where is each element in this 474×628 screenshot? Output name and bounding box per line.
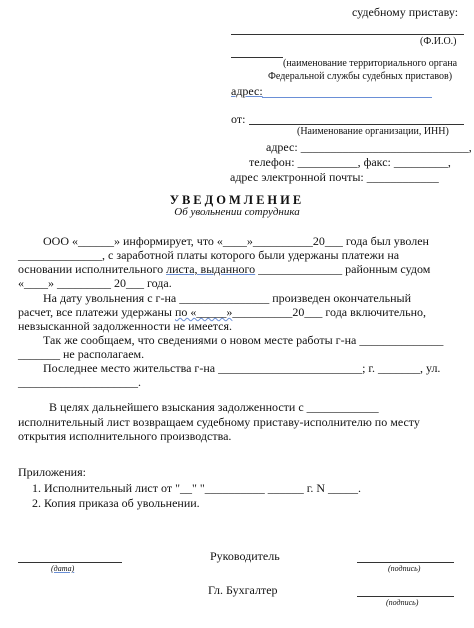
paragraph-5-line-1: В целях дальнейшего взыскания задолженности с ____________ <box>49 400 379 414</box>
sender-name-line <box>249 124 464 125</box>
paragraph-2-line-2: расчет, все платежи удержаны по «_____»__________20___ года включительно, <box>18 305 427 319</box>
attachment-item: 1. Исполнительный лист от "__" "__________ ______ г. N _____. <box>32 481 362 495</box>
document-title: УВЕДОМЛЕНИЕ <box>169 193 305 207</box>
paragraph-1-line-1: ООО «______» информирует, что «____»__________20___ года был уволен <box>43 234 429 248</box>
recipient-address-line <box>262 97 432 98</box>
paragraph-5-line-2: исполнительный лист возвращаем судебному приставу-исполнителю по месту <box>18 415 420 429</box>
recipient-name-line <box>231 34 464 35</box>
sender-from-label: от: <box>231 112 246 126</box>
paragraph-4-line-1: Последнее место жительства г-на ________________________; г. _______, ул. <box>43 361 441 375</box>
head-signature-label: (подпись) <box>388 564 421 573</box>
sender-email: адрес электронной почты: ____________ <box>230 170 439 184</box>
paragraph-1-line-3: основании исполнительного листа, выданного ______________ районным судом <box>18 262 431 276</box>
org-name-line <box>231 57 283 58</box>
sender-phone-fax: телефон: __________, факс: _________, <box>249 155 451 169</box>
paragraph-2-line-1: На дату увольнения с г-на _______________ произведен окончательный <box>43 291 412 305</box>
sender-org-label: (Наименование организации, ИНН) <box>297 126 449 137</box>
date-label: (дата) <box>51 564 75 573</box>
attachments-label: Приложения: <box>18 465 86 479</box>
accountant-signature-label: (подпись) <box>386 598 419 607</box>
org-label-line1: (наименование территориального органа <box>283 58 458 69</box>
paragraph-1-line-4: «____» _________ 20___ года. <box>18 276 172 290</box>
fio-label: (Ф.И.О.) <box>420 36 457 47</box>
date-line <box>18 562 122 563</box>
paragraph-4-line-2: ____________________. <box>18 375 141 389</box>
document-subtitle: Об увольнении сотрудника <box>174 206 300 218</box>
paragraph-1-line-2: ______________, с заработной платы которого были удержаны платежи на <box>18 248 400 262</box>
attachment-item: 2. Копия приказа об увольнении. <box>32 496 200 510</box>
recipient-title: судебному приставу: <box>352 5 459 19</box>
accountant-title: Гл. Бухгалтер <box>208 583 278 597</box>
paragraph-3-line-2: _______ не располагаем. <box>18 347 145 361</box>
head-title: Руководитель <box>210 549 280 563</box>
recipient-address-label: адрес: <box>231 84 263 98</box>
paragraph-2-line-3: невзысканной задолженности не имеется. <box>18 319 233 333</box>
org-label-line2: Федеральной службы судебных приставов) <box>268 71 453 82</box>
sender-address: адрес: ____________________________, <box>266 140 472 154</box>
paragraph-5-line-3: открытия исполнительного производства. <box>18 429 232 443</box>
accountant-signature-line <box>357 596 454 597</box>
paragraph-3-line-1: Так же сообщаем, что сведениями о новом месте работы г-на ______________ <box>43 333 444 347</box>
head-signature-line <box>357 562 454 563</box>
